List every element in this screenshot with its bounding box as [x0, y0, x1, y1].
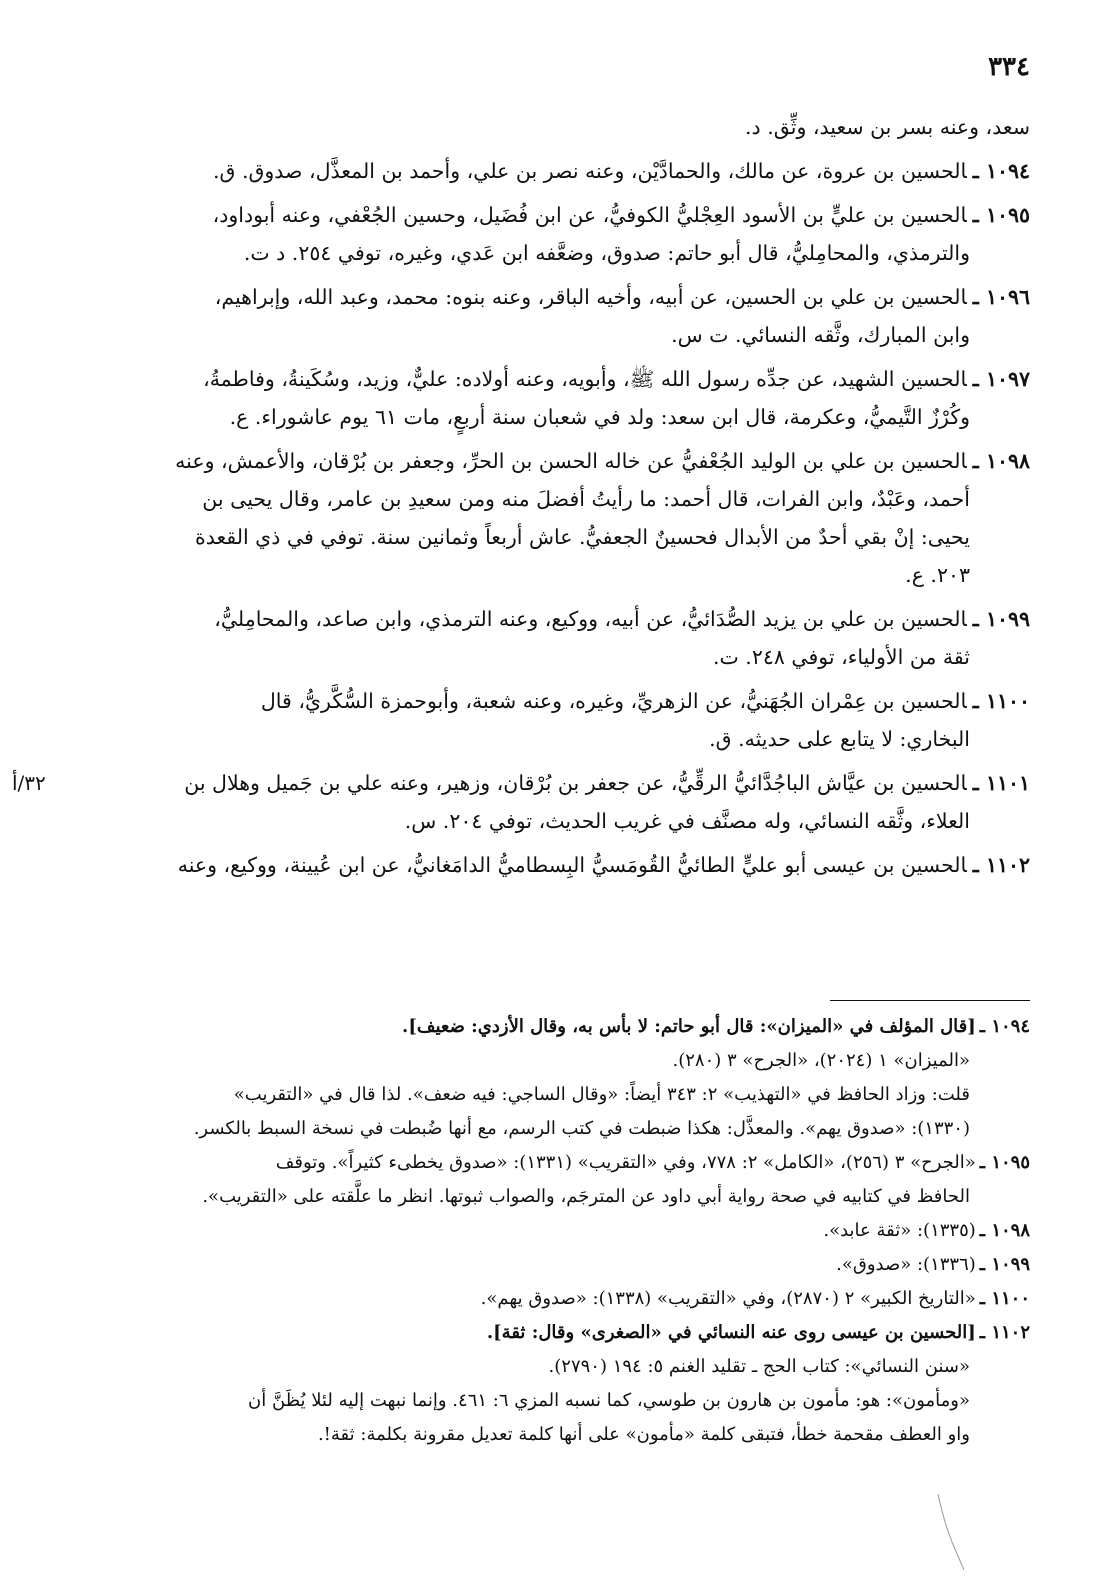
footnote-line — [70, 1010, 1030, 1044]
entry-line — [70, 480, 1030, 518]
footnote-line — [70, 1248, 1030, 1282]
entry-text: البخاري: لا يتابع على حديثه. ق. — [709, 727, 970, 751]
entry — [70, 360, 1030, 436]
entry-line — [70, 316, 1030, 354]
entry — [70, 442, 1030, 594]
footnote-line: «سنن النسائي»: كتاب الحج ـ تقليد الغنم ٥: ١٩٤ (٢٧٩٠). — [548, 1356, 970, 1377]
entry-line — [70, 442, 1030, 480]
entry-number: ١٠٩٨ ـ — [972, 449, 1030, 473]
footnote — [70, 1282, 1030, 1316]
footnote-text: «التاريخ الكبير» ٢ (٢٨٧٠)، وفي «التقريب» (١٣٣٨): «صدوق يهم». — [480, 1288, 976, 1309]
entry-text: والترمذي، والمحامِليُّ، قال أبو حاتم: صدوق، وضعَّفه ابن عَدي، وغيره، توفي ٢٥٤. د ت. — [243, 241, 970, 265]
entry-text: وابن المبارك، وثَّقه النسائي. ت س. — [671, 323, 970, 347]
footnote-line: واو العطف مقحمة خطأ، فتبقى كلمة «مأمون» على أنها كلمة تعديل مقرونة بكلمة: ثقة!. — [317, 1424, 970, 1445]
footnote-number: ١٠٩٥ ـ — [979, 1152, 1030, 1173]
footnotes — [70, 1010, 1030, 1452]
entry-number: ١٠٩٤ ـ — [972, 159, 1030, 183]
footnote — [70, 1010, 1030, 1146]
entry — [70, 108, 1030, 146]
footnote-number: ١١٠٢ ـ — [979, 1322, 1030, 1343]
margin-note: ٣٢/أ — [12, 771, 46, 795]
footnote — [70, 1214, 1030, 1248]
footnote-line — [70, 1316, 1030, 1350]
pencil-mark — [930, 1492, 970, 1572]
footnote-line: الحافظ في كتابيه في صحة رواية أبي داود عن المترجَم، والصواب ثبوتها. انظر ما علَّقته على «التقريب». — [202, 1186, 970, 1207]
entry-text: الحسين بن علي بن الحسين، عن أبيه، وأخيه الباقر، وعنه بنوه: محمد، وعبد الله، وإبراهيم، — [214, 285, 967, 309]
entry — [70, 846, 1030, 884]
entry-line — [70, 234, 1030, 272]
footnote — [70, 1316, 1030, 1452]
entry-line — [70, 398, 1030, 436]
entry-line — [70, 108, 1030, 146]
entry-line — [70, 360, 1030, 398]
entry-text: العلاء، وثَّقه النسائي، وله مصنَّف في غريب الحديث، توفي ٢٠٤. س. — [404, 809, 970, 833]
footnote-number: ١٠٩٨ ـ — [979, 1220, 1030, 1241]
footnote-line — [70, 1146, 1030, 1180]
entry-text: وكُرْزٌ التَّيميُّ، وعكرمة، قال ابن سعد: ولد في شعبان سنة أربعٍ، مات ٦١ يوم عاشوراء. ع. — [229, 405, 970, 429]
entry-number: ١١٠١ ـ — [972, 771, 1030, 795]
entry-line — [70, 278, 1030, 316]
entry-line — [70, 600, 1030, 638]
entry-text: أحمد، وعَبْدٌ، وابن الفرات، قال أحمد: ما رأيتُ أفضلَ منه ومن سعيدِ بن عامر، وقال يحيى بن — [202, 487, 970, 511]
entry-line — [70, 556, 1030, 594]
footnote-line: «الميزان» ١ (٢٠٢٤)، «الجرح» ٣ (٢٨٠). — [672, 1050, 970, 1071]
entry-line — [70, 764, 1030, 802]
footnote-line — [70, 1282, 1030, 1316]
entry-text: الحسين بن علي بن يزيد الصُّدَائيُّ، عن أبيه، ووكيع، وعنه الترمذي، وابن صاعد، والمحامِليُّ، — [214, 607, 967, 631]
footnote-divider — [830, 1000, 1030, 1001]
entry-line — [70, 802, 1030, 840]
entry-line — [70, 682, 1030, 720]
entry-line — [70, 196, 1030, 234]
footnote-text: «الجرح» ٣ (٢٥٦)، «الكامل» ٢: ٧٧٨، وفي «التقريب» (١٣٣١): «صدوق يخطىء كثيراً». وتوقف — [275, 1152, 976, 1173]
entry-line — [70, 518, 1030, 556]
entry-text: الحسين بن علي بن الوليد الجُعْفيُّ عن خاله الحسن بن الحرِّ، وجعفر بن بُرْقان، والأعمش، وعنه — [175, 449, 967, 473]
entry — [12, 764, 1030, 840]
footnote-bold-text: [قال المؤلف في «الميزان»: قال أبو حاتم: لا بأس به، وقال الأزدي: ضعيف]. — [402, 1016, 976, 1037]
footnote-line: (١٣٣٠): «صدوق يهم». والمعذَّل: هكذا ضبطت في كتب الرسم، مع أنها ضُبطت في نسخة السبط بالكسر. — [193, 1118, 970, 1139]
footnote-bold-text: [الحسين بن عيسى روى عنه النسائي في «الصغرى» وقال: ثقة]. — [486, 1322, 976, 1343]
entry-text: الحسين بن عِمْران الجُهَنيُّ، عن الزهريِّ، وغيره، وعنه شعبة، وأبوحمزة السُّكَّريُّ، قال — [260, 689, 967, 713]
entry-text: الحسين بن عيسى أبو عليٍّ الطائيُّ القُومَسيُّ البِسطاميُّ الدامَغانيُّ، عن ابن عُيينة، ووكيع، وعنه — [177, 853, 967, 877]
entry-number: ١٠٩٦ ـ — [972, 285, 1030, 309]
page-number: ٣٣٤ — [988, 52, 1030, 82]
entry — [70, 152, 1030, 190]
entry-text: الحسين بن عروة، عن مالك، والحمادَّيْن، وعنه نصر بن علي، وأحمد بن المعذَّل، صدوق. ق. — [213, 159, 967, 183]
footnote-line: قلت: وزاد الحافظ في «التهذيب» ٢: ٣٤٣ أيضاً: «وقال الساجي: فيه ضعف». لذا قال في «التقريب» — [233, 1084, 970, 1105]
footnote-line: «ومأمون»: هو: مأمون بن هارون بن طوسي، كما نسبه المزي ٦: ٤٦١. وإنما نبهت إليه لئلا يُظَنَّ أن — [248, 1390, 970, 1411]
entry-text: الحسين بن عيَّاش الباجُدَّائيُّ الرقِّيُّ، عن جعفر بن بُرْقان، وزهير، وعنه علي بن جَميل وهلال بن — [184, 771, 967, 795]
footnote-number: ١٠٩٩ ـ — [979, 1254, 1030, 1275]
footnote-number: ١١٠٠ ـ — [979, 1288, 1030, 1309]
footnote-text: (١٣٣٦): «صدوق». — [836, 1254, 976, 1275]
entry — [70, 196, 1030, 272]
entry-number: ١١٠٢ ـ — [972, 853, 1030, 877]
entry-text: يحيى: إنْ بقي أحدٌ من الأبدال فحسينٌ الجعفيُّ. عاش أربعاً وثمانين سنة. توفي في ذي القعدة — [194, 525, 970, 549]
entry-line — [70, 638, 1030, 676]
entry — [70, 278, 1030, 354]
entry-number: ١٠٩٥ ـ — [972, 203, 1030, 227]
entry-text: ٢٠٣. ع. — [905, 563, 970, 587]
entry-line — [70, 846, 1030, 884]
entry-text: الحسين بن عليٍّ بن الأسود العِجْليُّ الكوفيُّ، عن ابن فُضَيل، وحسين الجُعْفي، وعنه أبوداود، — [212, 203, 967, 227]
entry-number: ١٠٩٩ ـ — [972, 607, 1030, 631]
main-text — [12, 108, 1030, 890]
entry-text: ثقة من الأولياء، توفي ٢٤٨. ت. — [712, 645, 970, 669]
entry — [70, 682, 1030, 758]
entry — [70, 600, 1030, 676]
footnote-number: ١٠٩٤ ـ — [979, 1016, 1030, 1037]
entry-line — [70, 720, 1030, 758]
entry-line — [70, 152, 1030, 190]
footnote-text: (١٣٣٥): «ثقة عابد». — [823, 1220, 976, 1241]
entry-text: الحسين الشهيد، عن جدِّه رسول الله ﷺ، وأبويه، وعنه أولاده: عليٌّ، وزيد، وسُكَينةُ، وفاطمةُ، — [203, 367, 967, 391]
footnote — [70, 1146, 1030, 1214]
entry-number: ١٠٩٧ ـ — [972, 367, 1030, 391]
footnote-line — [70, 1214, 1030, 1248]
footnote — [70, 1248, 1030, 1282]
entry-number: ١١٠٠ ـ — [972, 689, 1030, 713]
entry-text: سعد، وعنه بسر بن سعيد، وثِّق. د. — [745, 115, 1030, 139]
